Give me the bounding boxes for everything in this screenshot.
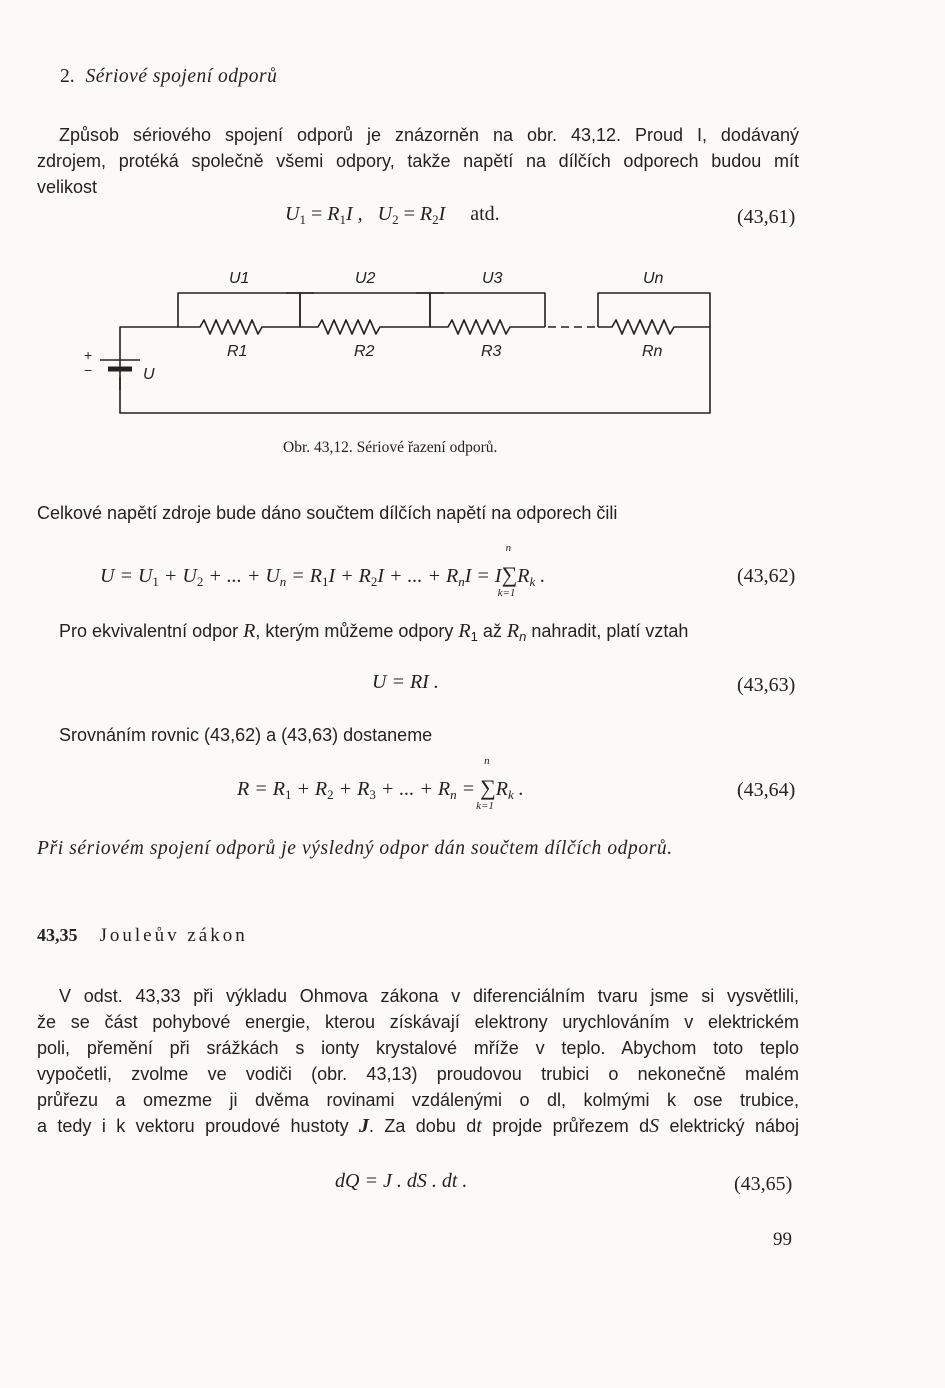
resistor-r1 [178,320,300,334]
eq62-p3: = R [286,565,322,587]
section2-title: Jouleův zákon [99,925,248,946]
body-last-a: a tedy i k vektoru proudové hustoty [37,1116,359,1136]
label-r1: R1 [227,343,248,360]
series-rule-statement: Při sériovém spojení odporů je výsledný odpor dán součtem dílčích odporů. [37,838,673,859]
equation-number-43-62: (43,62) [737,565,796,587]
eq64-sum-bottom: k=1 [476,800,494,812]
resistor-r3 [430,320,545,334]
label-source-plus: + [84,347,93,363]
series-circuit-diagram [0,0,945,440]
equation-number-43-65: (43,65) [734,1173,793,1195]
body-line-6 [37,1113,799,1139]
body-last-s: S [649,1115,660,1137]
body-line-5: průřezu a omezme ji dvěma rovinami vzdálenými o dl, kolmými k ose trubice, [37,1090,799,1110]
label-u3: U3 [482,270,503,287]
body-line-3: poli, přemění při srážkách s ionty krystalové mříže v teplo. Abychom toto teplo [37,1038,799,1058]
eq64-p1: + R [291,778,328,800]
equation-43-62 [100,542,546,599]
eq64-sum-top: n [484,755,490,767]
eq61-u1-sub: 1 [299,212,306,227]
body-last-t: t [476,1115,482,1137]
figure-caption: Obr. 43,12. Sériové řazení odporů. [283,439,498,456]
body-last-b: . Za dobu d [368,1116,477,1136]
eq61-r1: R [327,203,340,225]
para3-b: , kterým můžeme odpory [255,621,459,641]
para3-rn-sub: n [519,629,527,644]
eq62-sum-bottom: k=1 [497,587,516,599]
eq64-s1: 1 [284,787,292,802]
para3-r1-sub: 1 [470,629,478,644]
label-r3: R3 [481,343,502,360]
intro-line-2: zdrojem, protéká společně všemi odpory, takže napětí na dílčích odporech budou mít [37,151,799,171]
eq64-rk-sub: k [508,787,514,802]
eq62-lhs: U = U [100,565,153,587]
section-title: Sériové spojení odporů [85,66,278,87]
eq62-end: . [535,565,546,587]
body-last-j: J [358,1115,369,1137]
label-source-minus: − [84,362,93,378]
page-number: 99 [773,1229,792,1250]
body-last-d: elektrický náboj [659,1116,799,1136]
equation-number-43-64: (43,64) [737,779,796,801]
bracket-u2 [300,293,430,327]
eq62-p5: I + ... + R [377,565,459,587]
equation-number-43-61: (43,61) [737,206,796,228]
eq64-summation [476,755,496,812]
label-u1: U1 [229,270,250,287]
eq64-rk: R [495,778,508,800]
eq62-p2: + ... + U [203,565,280,587]
eq64-s3: 3 [369,787,376,802]
eq62-p3-sub: 1 [322,574,329,589]
label-u2: U2 [355,270,376,287]
equation-43-64 [237,755,524,812]
intro-line-3: velikost [37,177,98,197]
eq62-p5-sub: n [458,574,465,589]
wire-return [120,327,710,413]
eq61-r2: R [419,203,433,225]
eq62-p4-sub: 2 [370,574,378,589]
equation-43-65: dQ = J . dS . dt . [335,1170,468,1192]
para3-rn: R [506,620,520,642]
eq62-p6: I = I [464,565,502,587]
eq61-i2: I [438,203,446,225]
eq62-sum-sign: ∑ [501,562,518,587]
section-number: 2. [60,66,75,87]
resistor-rn [598,320,710,334]
label-un: Un [643,270,664,287]
eq61-u1: U [285,203,300,225]
eq61-r2-sub: 2 [432,212,439,227]
intro-line-1: Způsob sériového spojení odporů je znázorněn na obr. 43,12. Proud I, dodávaný [59,125,799,145]
eq62-summation [497,542,518,599]
eq61-tail: atd. [470,203,500,225]
label-rn: Rn [642,343,663,360]
eq64-sn: n [450,787,457,802]
body-line-4: vypočetli, zvolme ve vodiči (obr. 43,13) proudovou trubici o nekonečně malém [37,1064,799,1084]
equation-number-43-63: (43,63) [737,674,796,696]
eq61-i1: I , [345,203,363,225]
body-last-c: projde průřezem d [481,1116,650,1136]
eq61-u2: U [377,203,393,225]
eq62-rk-sub: k [529,574,536,589]
joule-paragraph [37,983,799,1139]
section-heading-joule [37,925,248,947]
eq62-rk: R [517,565,530,587]
para3-r1: R [458,620,471,642]
body-line-1: V odst. 43,33 při výkladu Ohmova zákona v diferenciálním tvaru jsme si vysvětlili, [59,986,799,1006]
label-source-u: U [143,366,155,383]
eq62-p1-sub: 2 [196,574,204,589]
body-line-2: že se část pohybové energie, kterou získávají elektrony urychlováním v elektrickém [37,1012,799,1032]
eq64-p4: = [456,778,481,800]
paragraph-comparison: Srovnáním rovnic (43,62) a (43,63) dostaneme [59,725,433,745]
para3-r: R [243,620,256,642]
para3-a: Pro ekvivalentní odpor [59,621,244,641]
section2-number: 43,35 [37,925,78,945]
para3-c: až [477,621,507,641]
eq62-sum-top: n [505,542,512,554]
eq61-eq1: = [310,203,323,225]
resistor-r2 [300,320,430,334]
eq62-p4: I + R [328,565,371,587]
para3-d: nahradit, platí vztah [526,621,689,641]
eq64-s2: 2 [327,787,334,802]
paragraph-equivalent-resistance [59,618,688,650]
eq61-r1-sub: 1 [339,212,346,227]
eq64-sum-sign: ∑ [480,775,496,800]
eq64-p2: + R [333,778,370,800]
eq61-eq2: = [403,203,415,225]
eq64-end: . [513,778,524,800]
paragraph-total-voltage: Celkové napětí zdroje bude dáno součtem dílčích napětí na odporech čili [37,503,618,523]
label-r2: R2 [354,343,375,360]
eq64-lhs: R = R [237,778,285,800]
eq61-u2-sub: 2 [392,212,399,227]
equation-43-63: U = RI . [372,671,439,693]
eq64-p3: + ... + R [375,778,451,800]
eq62-p1: + U [158,565,197,587]
eq62-p2-sub: n [279,574,287,589]
eq62-lhs-sub: 1 [152,574,159,589]
